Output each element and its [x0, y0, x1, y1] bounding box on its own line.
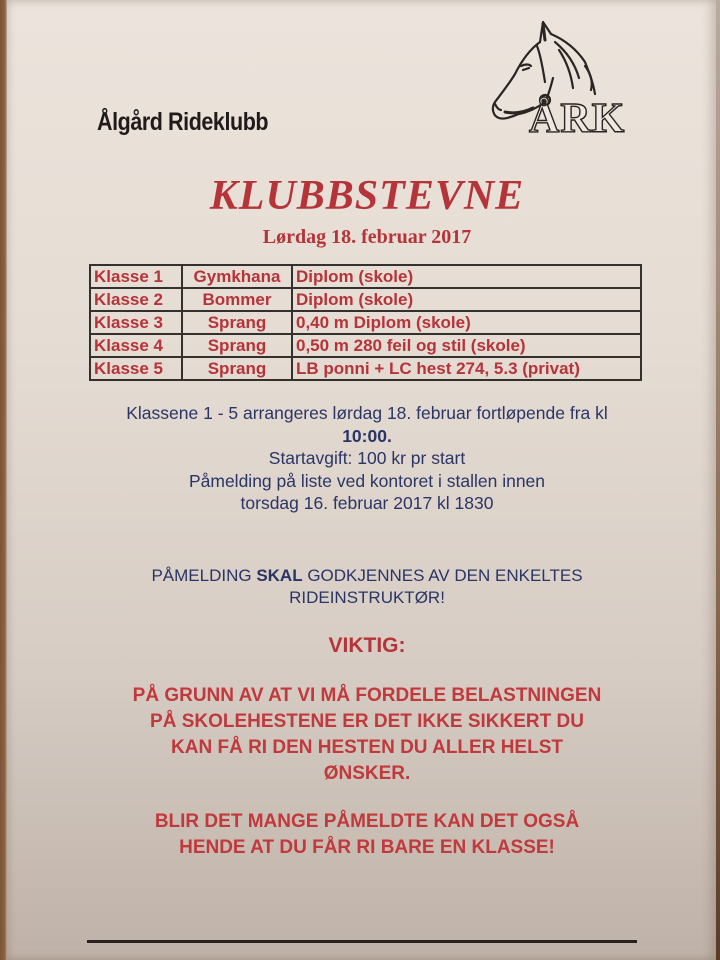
- important-paragraph-1: [7, 683, 720, 787]
- class-number: Klasse 2: [90, 288, 182, 311]
- warning-line: ØNSKER.: [323, 763, 411, 784]
- class-type: Gymkhana: [182, 265, 292, 288]
- important-paragraph-2: [7, 809, 720, 861]
- signature-line: [87, 940, 637, 943]
- warning-line: BLIR DET MANGE PÅMELDTE KAN DET OGSÅ: [154, 811, 580, 832]
- important-heading: VIKTIG:: [328, 634, 406, 657]
- table-row: [90, 357, 641, 380]
- schedule-info: [7, 402, 720, 515]
- warning-line: PÅ SKOLEHESTENE ER DET IKKE SIKKERT DU: [150, 711, 584, 732]
- class-number: Klasse 3: [90, 311, 182, 334]
- table-row: [90, 334, 641, 357]
- registration-info: Påmelding på liste ved kontoret i stallen innen: [188, 470, 546, 491]
- class-details: Diplom (skole): [292, 265, 641, 288]
- event-date: Lørdag 18. februar 2017: [262, 226, 472, 248]
- logo-text: ÅRK: [529, 96, 626, 142]
- table-row: [90, 311, 641, 334]
- notice-text: RIDEINSTRUKTØR!: [289, 588, 445, 607]
- start-time: 10:00.: [342, 425, 392, 446]
- notice-text: PÅMELDING: [151, 566, 257, 585]
- warning-line: KAN FÅ RI DEN HESTEN DU ALLER HELST: [171, 737, 563, 758]
- class-number: Klasse 4: [90, 334, 182, 357]
- table-row: [90, 265, 641, 288]
- class-type: Bommer: [182, 288, 292, 311]
- table-row: [90, 288, 641, 311]
- class-details: LB ponni + LC hest 274, 5.3 (privat): [292, 357, 641, 380]
- class-type: Sprang: [182, 357, 292, 380]
- schedule-line: Klassene 1 - 5 arrangeres lørdag 18. februar fortløpende fra kl: [126, 403, 608, 423]
- event-title: KLUBBSTEVNE: [209, 173, 525, 219]
- class-details: Diplom (skole): [292, 288, 641, 311]
- approval-notice: [7, 565, 720, 609]
- class-number: Klasse 1: [90, 265, 182, 288]
- notice-emphasis: SKAL: [256, 566, 303, 585]
- registration-deadline: torsdag 16. februar 2017 kl 1830: [240, 493, 494, 513]
- warning-line: PÅ GRUNN AV AT VI MÅ FORDELE BELASTNINGEN: [132, 685, 602, 706]
- class-details: 0,40 m Diplom (skole): [292, 311, 641, 334]
- classes-table: [89, 264, 642, 381]
- class-details: 0,50 m 280 feil og stil (skole): [292, 334, 641, 357]
- club-name: Ålgård Rideklubb: [97, 108, 269, 136]
- flyer-paper: [7, 0, 717, 960]
- paper-edge: [716, 0, 720, 960]
- start-fee: Startavgift: 100 kr pr start: [268, 448, 466, 468]
- class-number: Klasse 5: [90, 357, 182, 380]
- class-type: Sprang: [182, 334, 292, 357]
- notice-text: GODKJENNES AV DEN ENKELTES: [302, 566, 583, 585]
- warning-line: HENDE AT DU FÅR RI BARE EN KLASSE!: [179, 837, 555, 858]
- class-type: Sprang: [182, 311, 292, 334]
